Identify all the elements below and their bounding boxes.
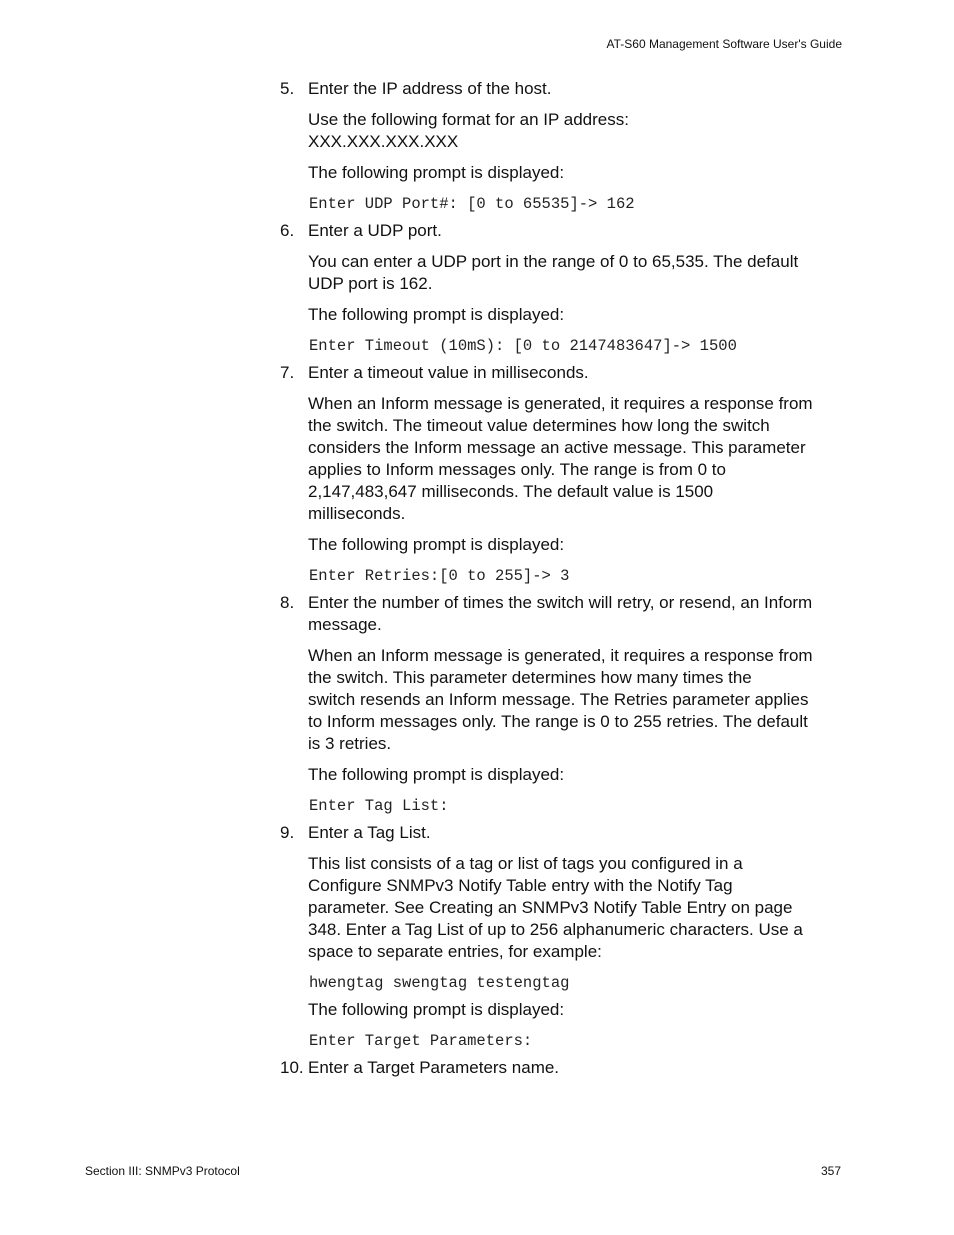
text-line: space to separate entries, for example: [308,942,602,961]
step-number: 7. [280,363,295,382]
text-line: 2,147,483,647 milliseconds. The default value is 1500 [308,482,714,501]
text-line: the switch. The timeout value determines how long the switch [308,416,770,435]
text-line: considers the Inform message an active message. This parameter [308,438,806,457]
prompt-intro: The following prompt is displayed: [308,305,565,324]
step-6 [280,220,840,242]
text-line: This list consists of a tag or list of tags you configured in a [308,854,743,873]
step-number: 9. [280,823,295,842]
text-line: switch resends an Inform message. The Retries parameter applies [308,690,809,709]
step-9-paragraph [280,853,840,963]
step-number: 5. [280,79,295,98]
step-7 [280,362,840,384]
footer-section: Section III: SNMPv3 Protocol [85,1164,240,1178]
step-text: message. [308,615,382,634]
text-line: Configure SNMPv3 Notify Table entry with the Notify Tag [308,876,733,895]
step-number: 10. [280,1058,304,1077]
prompt-intro: The following prompt is displayed: [308,163,565,182]
text-line: the switch. This parameter determines how many times the [308,668,752,687]
step-text: Enter a Tag List. [308,823,431,842]
prompt-code: Enter Retries:[0 to 255]-> 3 [309,567,570,585]
prompt-code: Enter Target Parameters: [309,1032,533,1050]
text-line: parameter. See Creating an SNMPv3 Notify Table Entry on page [308,898,793,917]
prompt-code: Enter UDP Port#: [0 to 65535]-> 162 [309,195,635,213]
prompt-code: Enter Tag List: [309,797,449,815]
step-number: 6. [280,221,295,240]
text-line: Use the following format for an IP address: [308,110,629,129]
step-text: Enter a Target Parameters name. [308,1058,560,1077]
prompt-intro: The following prompt is displayed: [308,765,565,784]
example-code: hwengtag swengtag testengtag [309,974,570,992]
step-text: Enter the number of times the switch will retry, or resend, an Inform [308,593,813,612]
step-10 [280,1057,840,1079]
text-line: You can enter a UDP port in the range of 0 to 65,535. The default [308,252,799,271]
step-text: Enter the IP address of the host. [308,79,552,98]
text-line: applies to Inform messages only. The range is from 0 to [308,460,726,479]
text-line: UDP port is 162. [308,274,433,293]
step-8 [280,592,840,636]
text-line: When an Inform message is generated, it requires a response from [308,646,813,665]
step-7-paragraph [280,393,840,525]
text-line: to Inform messages only. The range is 0 to 255 retries. The default [308,712,808,731]
prompt-code: Enter Timeout (10mS): [0 to 2147483647]-> 1500 [309,337,737,355]
running-header: AT-S60 Management Software User's Guide [606,37,842,51]
step-6-paragraph [280,251,840,295]
step-5-paragraph [280,109,840,153]
text-line: 348. Enter a Tag List of up to 256 alphanumeric characters. Use a [308,920,803,939]
text-line: When an Inform message is generated, it requires a response from [308,394,813,413]
step-number: 8. [280,593,295,612]
text-line: XXX.XXX.XXX.XXX [308,132,459,151]
page-content [280,78,840,1079]
prompt-intro: The following prompt is displayed: [308,535,565,554]
page-number: 357 [820,1164,841,1178]
step-text: Enter a UDP port. [308,221,442,240]
step-5 [280,78,840,100]
text-line: milliseconds. [308,504,406,523]
text-line: is 3 retries. [308,734,392,753]
step-text: Enter a timeout value in milliseconds. [308,363,589,382]
prompt-intro: The following prompt is displayed: [308,1000,565,1019]
step-9 [280,822,840,844]
step-8-paragraph [280,645,840,755]
